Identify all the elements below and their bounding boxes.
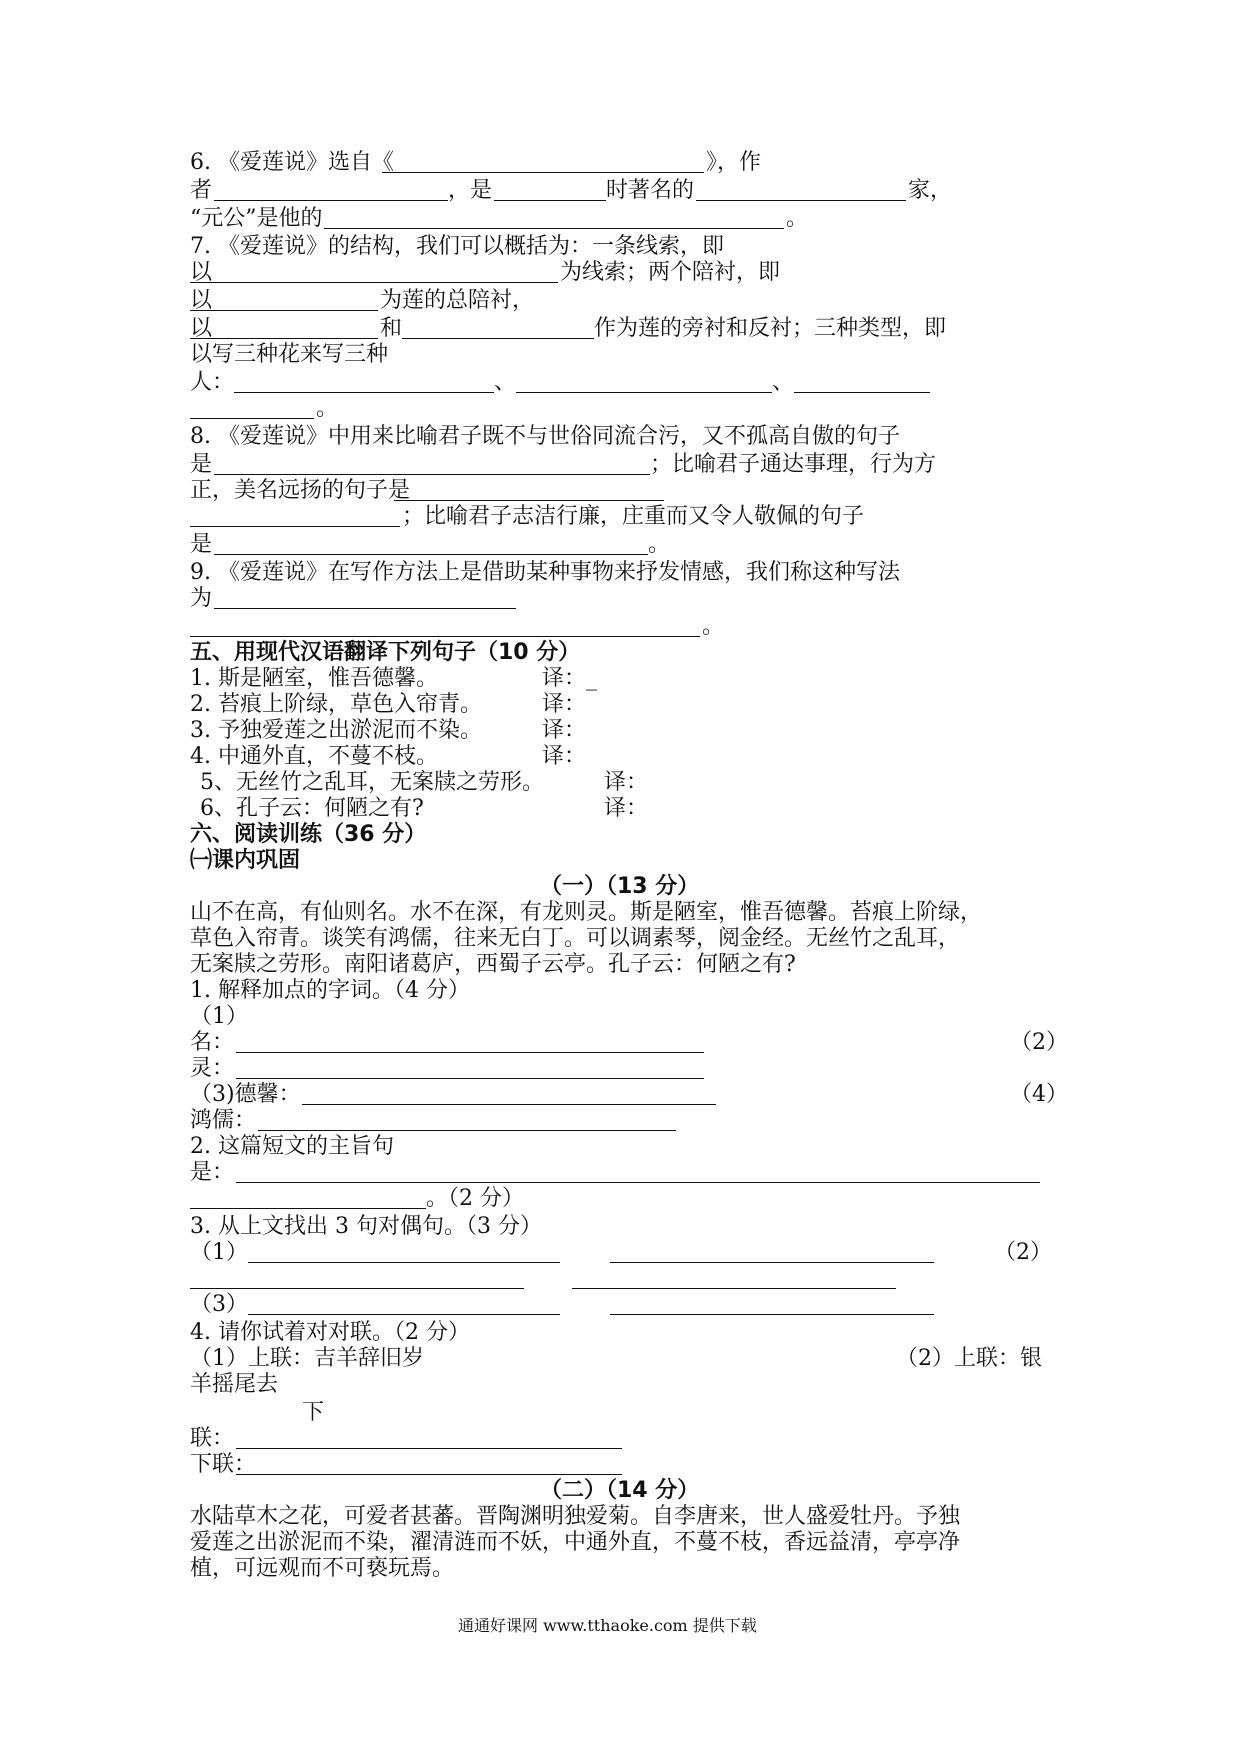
translate-answer-3[interactable]: 译：: [542, 718, 587, 743]
blank[interactable]: [258, 1130, 676, 1131]
translate-sentence-4: 4. 中通外直，不蔓不枝。: [190, 744, 438, 769]
translate-sentence-5: 5、无丝竹之乱耳，无案牍之劳形。: [200, 770, 544, 795]
translate-answer-2[interactable]: 译：: [542, 692, 587, 717]
passage2-line2: 爱莲之出淤泥而不染，濯清涟而不妖，中通外直，不蔓不枝，香远益清，亭亭净: [190, 1530, 961, 1555]
q1-n4: （4）: [1010, 1082, 1068, 1107]
passage1-title: （一）（13 分）: [540, 874, 700, 899]
q2-line3: 。（2 分）: [426, 1186, 524, 1211]
blank[interactable]: [572, 1288, 896, 1289]
passage2-line1: 水陆草木之花，可爱者甚蕃。晋陶渊明独爱菊。自李唐来，世人盛爱牡丹。予独: [190, 1504, 961, 1529]
translate-sentence-3: 3. 予独爱莲之出淤泥而不染。: [190, 718, 482, 743]
q6-line2-d: 家，: [908, 178, 953, 203]
blank[interactable]: [402, 338, 594, 339]
blank[interactable]: [214, 200, 448, 201]
blank[interactable]: [248, 1314, 560, 1315]
blank[interactable]: [190, 636, 700, 637]
blank[interactable]: [610, 1314, 934, 1315]
q3-title: 3. 从上文找出 3 句对偶句。（3 分）: [190, 1214, 542, 1239]
passage2-line3: 植，可远观而不可亵玩焉。: [190, 1556, 455, 1581]
blank[interactable]: [494, 200, 606, 201]
q1-hongru: 鸿儒：: [190, 1108, 257, 1133]
blank[interactable]: [214, 554, 648, 555]
q7-line3-b: 为莲的总陪衬，: [380, 288, 535, 313]
blank[interactable]: [214, 474, 650, 475]
q3-n1: （1）: [190, 1240, 248, 1265]
blank[interactable]: [696, 200, 906, 201]
translate-answer-1[interactable]: 译：_: [542, 666, 598, 691]
q6-line2-a: 者: [190, 178, 213, 203]
q7-line4-c: 作为莲的旁衬和反衬；三种类型，即: [594, 316, 947, 341]
footer-credit: 通通好课网 www.tthaoke.com 提供下载: [458, 1616, 757, 1635]
passage1-line3: 无案牍之劳形。南阳诸葛庐，西蜀子云亭。孔子云：何陋之有?: [190, 952, 796, 977]
q9-line2: 为: [190, 586, 213, 611]
blank[interactable]: [236, 1474, 622, 1475]
blank[interactable]: [190, 418, 314, 419]
q7-line2-b: 为线索；两个陪衬，即: [560, 260, 781, 285]
passage2-title: （二）（14 分）: [540, 1478, 700, 1503]
q9-line1: 9. 《爱莲说》在写作方法上是借助某种事物来抒发情感，我们称这种写法: [190, 560, 900, 585]
translate-sentence-1: 1. 斯是陋室，惟吾德馨。: [190, 666, 438, 691]
translate-answer-5[interactable]: 译：: [604, 770, 649, 795]
blank[interactable]: [394, 500, 664, 501]
q1-n2: （2）: [1010, 1030, 1068, 1055]
q7-line6-a: 人：: [190, 370, 235, 395]
q2-line2: 是：: [190, 1160, 235, 1185]
q4-title: 4. 请你试着对对联。（2 分）: [190, 1320, 470, 1345]
blank[interactable]: [190, 282, 558, 283]
q6-line2-c: 时著名的: [606, 178, 695, 203]
q7-line6-c: 、: [772, 370, 795, 395]
q7-line6-b: 、: [494, 370, 517, 395]
blank[interactable]: [190, 1208, 426, 1209]
q1-dexin: （3)德馨：: [190, 1082, 301, 1107]
q1-title: 1. 解释加点的字词。（4 分）: [190, 978, 470, 1003]
q7-line3-a: 以: [190, 288, 213, 313]
q7-line7: 。: [316, 396, 339, 421]
q4-couplet2: （2）上联：银: [896, 1346, 1042, 1371]
blank[interactable]: [190, 526, 400, 527]
blank[interactable]: [236, 1052, 704, 1053]
blank[interactable]: [248, 1262, 560, 1263]
q3-n3: （3）: [190, 1292, 248, 1317]
q6-line1-a: 6. 《爱莲说》选自《: [190, 150, 394, 175]
translate-answer-6[interactable]: 译：: [604, 796, 649, 821]
blank[interactable]: [610, 1262, 934, 1263]
blank[interactable]: [236, 1182, 1040, 1183]
blank[interactable]: [516, 392, 772, 393]
blank[interactable]: [302, 1104, 716, 1105]
blank[interactable]: [214, 608, 516, 609]
blank[interactable]: [236, 1078, 704, 1079]
q1-ling: 灵：: [190, 1056, 235, 1081]
q4-couplet1: （1）上联：吉羊辞旧岁: [190, 1346, 424, 1371]
passage1-line1: 山不在高，有仙则名。水不在深，有龙则灵。斯是陋室，惟吾德馨。苔痕上阶绿，: [190, 900, 983, 925]
q7-line4-a: 以: [190, 316, 213, 341]
q7-line5: 以写三种花来写三种: [190, 342, 389, 367]
blank[interactable]: [190, 338, 378, 339]
q9-line3: 。: [702, 614, 725, 639]
q4-couplet2-cont: 羊摇尾去: [190, 1372, 279, 1397]
q7-line1: 7. 《爱莲说》的结构，我们可以概括为：一条线索，即: [190, 234, 724, 259]
q4-xialian: 下联：: [190, 1452, 257, 1477]
q4-lian: 联：: [190, 1426, 235, 1451]
section6-title: 六、阅读训练（36 分）: [190, 822, 427, 847]
passage1-line2: 草色入帘青。谈笑有鸿儒，往来无白丁。可以调素琴，阅金经。无丝竹之乱耳，: [190, 926, 961, 951]
blank[interactable]: [190, 1288, 524, 1289]
q8-line2-a: 是: [190, 452, 213, 477]
q8-line1: 8. 《爱莲说》中用来比喻君子既不与世俗同流合污，又不孤高自傲的句子: [190, 424, 900, 449]
q6-line1-b: 》，作: [706, 150, 762, 175]
blank[interactable]: [382, 172, 704, 173]
q6-line3-a: “元公”是他的: [190, 206, 323, 231]
q8-line2-b: ；比喻君子通达事理，行为方: [650, 452, 937, 477]
section5-title: 五、用现代汉语翻译下列句子（10 分）: [190, 640, 581, 665]
q7-line4-b: 和: [380, 316, 403, 341]
blank[interactable]: [794, 392, 930, 393]
section6-subtitle: ㈠课内巩固: [190, 848, 301, 873]
translate-sentence-6: 6、孔子云：何陋之有?: [200, 796, 424, 821]
blank[interactable]: [236, 1448, 622, 1449]
blank[interactable]: [234, 392, 494, 393]
q6-line2-b: ，是: [448, 178, 493, 203]
blank[interactable]: [324, 228, 784, 229]
q7-line2-a: 以: [190, 260, 213, 285]
q3-n2: （2）: [994, 1240, 1052, 1265]
q8-line5-b: 。: [648, 532, 671, 557]
q6-line3-b: 。: [786, 206, 809, 231]
blank[interactable]: [190, 310, 378, 311]
q1-n1: （1）: [190, 1004, 248, 1029]
q8-line3-a: 正，美名远扬的句子是: [190, 478, 411, 503]
q1-ming: 名：: [190, 1030, 235, 1055]
q8-line5-a: 是: [190, 532, 213, 557]
translate-answer-4[interactable]: 译：: [542, 744, 587, 769]
translate-sentence-2: 2. 苔痕上阶绿，草色入帘青。: [190, 692, 482, 717]
q2-line1: 2. 这篇短文的主旨句: [190, 1134, 394, 1159]
q8-line4-a: ；比喻君子志洁行廉，庄重而又令人敬佩的句子: [402, 504, 865, 529]
q4-xia: 下: [302, 1400, 325, 1425]
